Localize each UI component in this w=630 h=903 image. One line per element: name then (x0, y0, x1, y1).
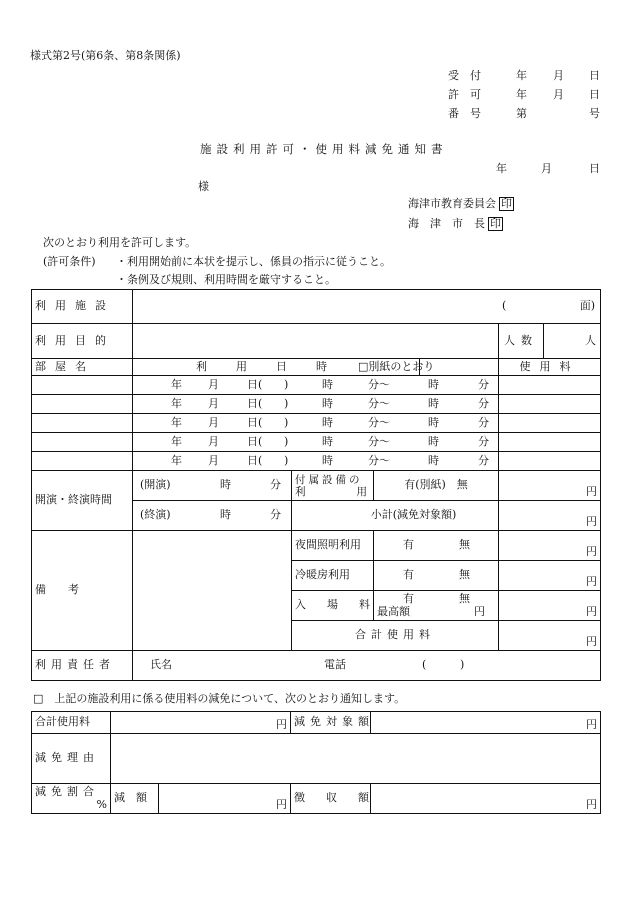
total-fee-label: 合計使用料 (292, 621, 499, 651)
admission-choice[interactable]: 有 無 最高額 円 (374, 591, 499, 621)
hvac-fee[interactable]: 円 (499, 561, 601, 591)
room-field[interactable] (32, 395, 133, 414)
responsible-label: 利用責任者 (32, 651, 133, 681)
date-year: 年 (496, 162, 507, 175)
issuer-mayor (408, 217, 503, 231)
night-light-label: 夜間照明利用 (292, 531, 374, 561)
date-row[interactable] (32, 452, 601, 471)
document-title: 施設利用許可・使用料減免通知書 (200, 142, 448, 156)
subtotal-label: 小計(減免対象額) (292, 501, 499, 531)
remarks-label: 備 考 (32, 531, 133, 651)
name-label: 氏名 (150, 658, 172, 671)
separate-sheet-checkbox[interactable]: □別紙のとおり (358, 359, 435, 373)
reception-year: 年 (516, 69, 527, 82)
exempt-target-label: 減免対象額 (291, 712, 371, 734)
people-label: 人数 (499, 324, 544, 358)
admission-fee[interactable]: 円 (499, 591, 601, 621)
remarks-field[interactable] (133, 531, 292, 651)
subtotal-fee[interactable]: 円 (499, 501, 601, 531)
issuer-mayor-name: 海 津 市 長 (408, 217, 485, 230)
room-label: 部屋名 (32, 359, 133, 376)
responsible-field[interactable]: 氏名 電話 ( ) (133, 651, 601, 681)
number-suffix: 号 (589, 107, 600, 120)
fee-label: 使用料 (499, 359, 601, 376)
exemption-total-field[interactable]: 円 (111, 712, 291, 734)
ratio-label: 減免割合 (35, 784, 99, 798)
reason-field[interactable] (111, 734, 601, 784)
phone-label: 電話 (324, 658, 346, 671)
night-light-fee[interactable]: 円 (499, 531, 601, 561)
reception-label: 受 付 (448, 69, 481, 82)
date-time-field[interactable]: 年 月 日( ) 時 分〜 時 分 (133, 433, 499, 452)
room-field[interactable] (32, 376, 133, 395)
night-light-choice[interactable]: 有 無 (374, 531, 499, 561)
room-field[interactable] (32, 414, 133, 433)
reason-label: 減免理由 (32, 734, 111, 784)
exemption-table (31, 711, 601, 814)
notice-text: □ 上記の施設利用に係る使用料の減免について、次のとおり通知します。 (33, 692, 406, 705)
permit-month: 月 (553, 88, 564, 101)
datetime-header (133, 359, 435, 376)
fee-field[interactable] (499, 433, 601, 452)
ratio-cell[interactable] (32, 784, 111, 814)
conditions-label: (許可条件) (43, 255, 96, 268)
permit-table (31, 289, 601, 681)
date-month: 月 (541, 162, 552, 175)
condition-item: ・条例及び規則、利用時間を厳守すること。 (116, 273, 336, 286)
reception-month: 月 (553, 69, 564, 82)
condition-item: ・利用開始前に本状を提示し、係員の指示に従うこと。 (116, 255, 391, 268)
reception-day: 日 (589, 69, 600, 82)
permit-label: 許 可 (448, 88, 481, 101)
date-time-field[interactable]: 年 月 日( ) 時 分〜 時 分 (133, 395, 499, 414)
fee-field[interactable] (499, 376, 601, 395)
date-day: 日 (589, 162, 600, 175)
exemption-total-label: 合計使用料 (32, 712, 111, 734)
room-field[interactable] (32, 452, 133, 471)
equipment-choice[interactable]: 有(別紙) 無 (374, 471, 499, 501)
area-unit: 面) (579, 298, 596, 312)
fee-field[interactable] (499, 452, 601, 471)
collect-field[interactable]: 円 (371, 784, 601, 814)
form-number: 様式第2号(第6条、第8条関係) (30, 49, 181, 62)
seal-icon: 印 (490, 217, 501, 230)
exempt-amount-field[interactable]: 円 (159, 784, 291, 814)
issuer-board (408, 197, 514, 211)
people-cell (499, 324, 601, 359)
admission-label: 入 場 料 (292, 591, 374, 621)
fee-field[interactable] (499, 395, 601, 414)
people-unit[interactable]: 人 (585, 333, 597, 347)
number-prefix: 第 (516, 107, 527, 120)
facility-field[interactable] (133, 290, 601, 324)
performance-label: 開演・終演時間 (32, 471, 133, 531)
hvac-choice[interactable]: 有 無 (374, 561, 499, 591)
purpose-field[interactable] (133, 324, 499, 359)
hvac-label: 冷暖房利用 (292, 561, 374, 591)
date-time-field[interactable]: 年 月 日( ) 時 分〜 時 分 (133, 452, 499, 471)
equipment-label: 付属設備の 利 用 (292, 471, 374, 501)
date-time-field[interactable]: 年 月 日( ) 時 分〜 時 分 (133, 376, 499, 395)
area-open: ( (502, 298, 507, 312)
permit-day: 日 (589, 88, 600, 101)
exempt-target-field[interactable]: 円 (371, 712, 601, 734)
seal-icon: 印 (501, 197, 512, 210)
date-row[interactable] (32, 376, 601, 395)
date-row[interactable] (32, 414, 601, 433)
date-row[interactable] (32, 395, 601, 414)
permit-year: 年 (516, 88, 527, 101)
equipment-fee[interactable]: 円 (499, 471, 601, 501)
room-field[interactable] (32, 433, 133, 452)
fee-field[interactable] (499, 414, 601, 433)
purpose-label: 利用目的 (32, 324, 133, 359)
issuer-board-name: 海津市教育委員会 (408, 197, 496, 210)
intro-text: 次のとおり利用を許可します。 (43, 236, 197, 249)
datetime-label: 利 用 日 時 (196, 359, 336, 373)
addressee-suffix: 様 (198, 180, 209, 193)
facility-label: 利用施設 (32, 290, 133, 324)
percent-sign: % (96, 797, 107, 811)
open-time-field[interactable]: (開演) 時 分 (133, 471, 292, 501)
date-time-field[interactable]: 年 月 日( ) 時 分〜 時 分 (133, 414, 499, 433)
date-row[interactable] (32, 433, 601, 452)
total-fee[interactable]: 円 (499, 621, 601, 651)
collect-label: 徴 収 額 (291, 784, 371, 814)
close-time-field[interactable]: (終演) 時 分 (133, 501, 292, 531)
exempt-amount-label: 減 額 (111, 784, 159, 814)
number-label: 番 号 (448, 107, 481, 120)
